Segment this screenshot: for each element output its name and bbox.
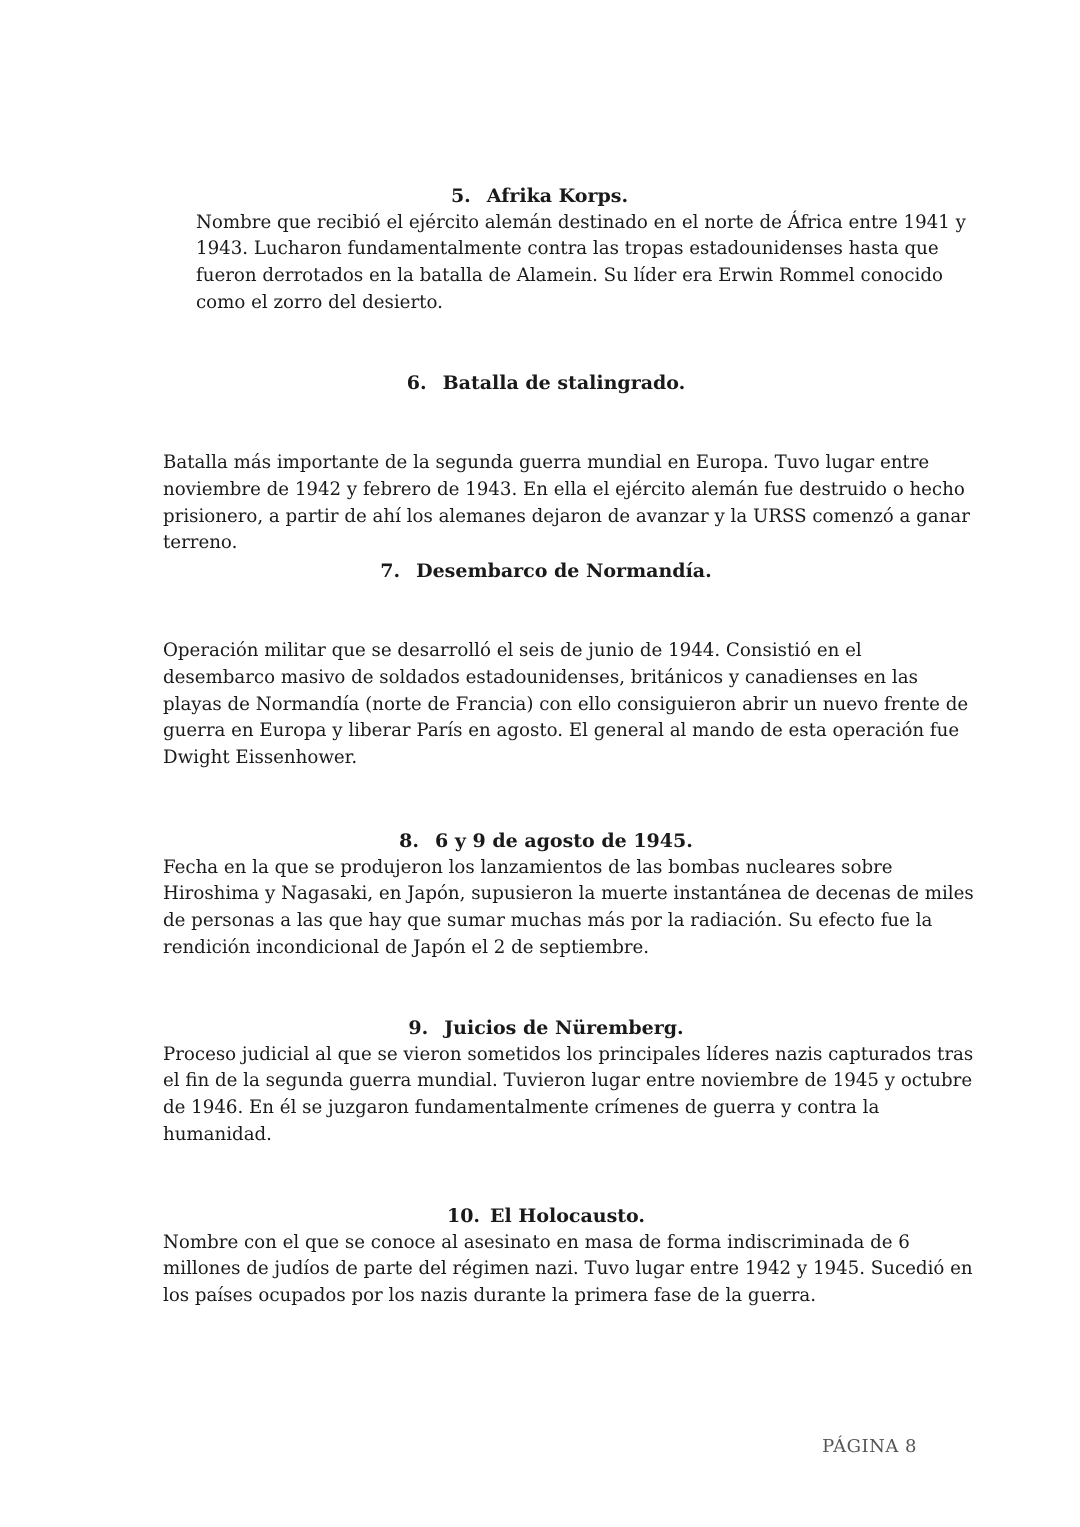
paragraph-line: millones de judíos de parte del régimen nazi. Tuvo lugar entre 1942 y 1945. Sucedió en xyxy=(163,1258,973,1280)
section-number: 7. xyxy=(380,560,401,582)
paragraph-line: terreno. xyxy=(163,532,238,554)
paragraph-line: como el zorro del desierto. xyxy=(196,291,443,313)
section-title: Desembarco de Normandía. xyxy=(416,560,712,582)
paragraph-line: de personas a las que hay que sumar muchas más por la radiación. Su efecto fue la xyxy=(163,910,933,932)
paragraph-line: Batalla más importante de la segunda guerra mundial en Europa. Tuvo lugar entre xyxy=(163,452,930,474)
paragraph-line: rendición incondicional de Japón el 2 de septiembre. xyxy=(163,936,650,958)
section-holocausto xyxy=(163,1203,973,1310)
paragraph-line: fueron derrotados en la batalla de Alamein. Su líder era Erwin Rommel conocido xyxy=(196,265,943,287)
paragraph-line: el fin de la segunda guerra mundial. Tuvieron lugar entre noviembre de 1945 y octubre xyxy=(163,1070,973,1092)
section-paragraph xyxy=(163,1042,974,1149)
section-afrika-korps xyxy=(196,183,966,317)
paragraph-line: de 1946. En él se juzgaron fundamentalmente crímenes de guerra y contra la xyxy=(163,1097,880,1119)
paragraph-line: Nombre con el que se conoce al asesinato en masa de forma indiscriminada de 6 xyxy=(163,1231,910,1253)
section-number: 9. xyxy=(408,1017,429,1039)
section-heading xyxy=(163,828,923,855)
section-heading xyxy=(163,558,923,585)
section-title: Batalla de stalingrado. xyxy=(442,372,686,394)
section-title: 6 y 9 de agosto de 1945. xyxy=(435,830,693,852)
section-title: El Holocausto. xyxy=(490,1205,645,1227)
paragraph-line: Dwight Eissenhower. xyxy=(163,747,358,769)
section-paragraph xyxy=(163,855,974,962)
paragraph-line: playas de Normandía (norte de Francia) con ello consiguieron abrir un nuevo frente de xyxy=(163,693,969,715)
section-heading xyxy=(163,370,923,397)
section-agosto-1945 xyxy=(163,828,974,962)
paragraph-line: 1943. Lucharon fundamentalmente contra las tropas estadounidenses hasta que xyxy=(196,238,939,260)
section-heading xyxy=(163,183,916,210)
paragraph-line: guerra en Europa y liberar París en agosto. El general al mando de esta operación fue xyxy=(163,720,960,742)
paragraph-line: prisionero, a partir de ahí los alemanes dejaron de avanzar y la URSS comenzó a ganar xyxy=(163,505,970,527)
page-number: PÁGINA 8 xyxy=(822,1436,917,1457)
section-number: 8. xyxy=(399,830,419,852)
section-title: Afrika Korps. xyxy=(486,185,629,207)
section-paragraph xyxy=(196,210,966,317)
section-number: 5. xyxy=(450,185,471,207)
section-number: 10. xyxy=(446,1205,481,1227)
paragraph-line: noviembre de 1942 y febrero de 1943. En ella el ejército alemán fue destruido o hecho xyxy=(163,478,965,500)
paragraph-line: Proceso judicial al que se vieron sometidos los principales líderes nazis capturados tras xyxy=(163,1043,974,1065)
section-heading xyxy=(163,1015,923,1042)
paragraph-line: desembarco masivo de soldados estadounidenses, británicos y canadienses en las xyxy=(163,666,918,688)
section-nuremberg xyxy=(163,1015,974,1149)
section-paragraph xyxy=(163,585,969,826)
section-heading xyxy=(163,1203,923,1230)
paragraph-line: los países ocupados por los nazis durante la primera fase de la guerra. xyxy=(163,1285,817,1307)
section-paragraph xyxy=(163,1230,973,1310)
section-title: Juicios de Nüremberg. xyxy=(444,1017,684,1039)
paragraph-line: Operación militar que se desarrolló el seis de junio de 1944. Consistió en el xyxy=(163,640,862,662)
paragraph-line: Fecha en la que se produjeron los lanzamientos de las bombas nucleares sobre xyxy=(163,856,893,878)
section-number: 6. xyxy=(406,372,427,394)
paragraph-line: Hiroshima y Nagasaki, en Japón, supusieron la muerte instantánea de decenas de miles xyxy=(163,883,974,905)
paragraph-line: Nombre que recibió el ejército alemán destinado en el norte de África entre 1941 y xyxy=(196,211,966,233)
paragraph-line: humanidad. xyxy=(163,1123,272,1145)
section-normandia xyxy=(163,558,969,826)
